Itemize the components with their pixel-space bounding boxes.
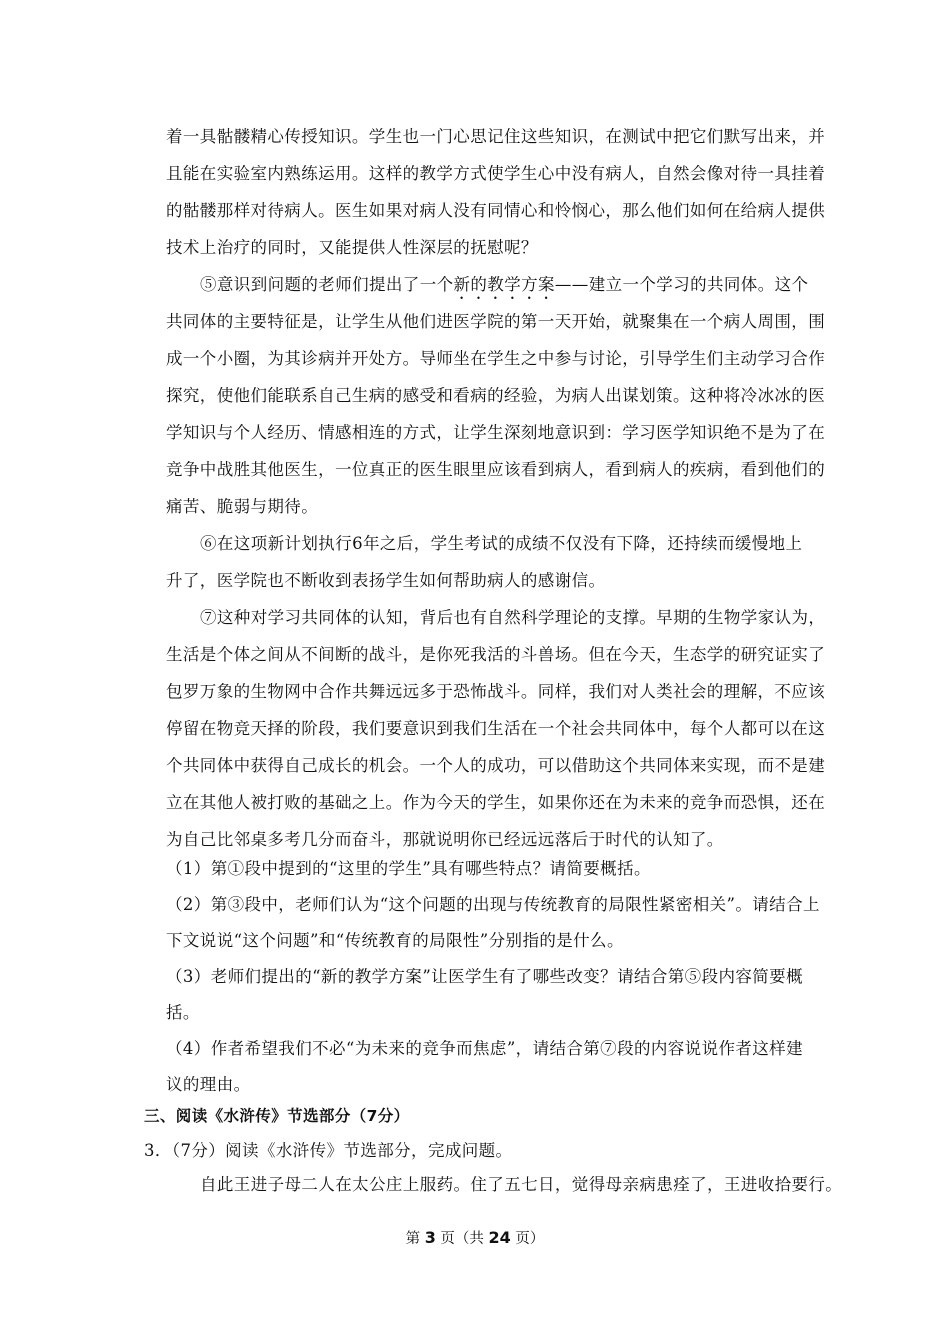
paragraph-7-line: ⑦这种对学习共同体的认知，背后也有自然科学理论的支撑。早期的生物学家认为， [200, 608, 826, 627]
paragraph-7-line: 停留在物竞天择的阶段，我们要意识到我们生活在一个社会共同体中，每个人都可以在这 [166, 719, 826, 738]
paragraph-4-line: 且能在实验室内熟练运用。这样的教学方式使学生心中没有病人，自然会像对待一具挂着 [166, 164, 826, 183]
question-3-cont: 括。 [166, 1003, 200, 1022]
question-2-cont: 下文说说“这个问题”和“传统教育的局限性”分别指的是什么。 [166, 931, 624, 950]
paragraph-6-line: 升了，医学院也不断收到表扬学生如何帮助病人的感谢信。 [166, 571, 606, 590]
footer-text: 第 [405, 1231, 425, 1247]
paragraph-5-text: ——建立一个学习的共同体。这个 [554, 275, 809, 294]
section-heading: 三、阅读《水浒传》节选部分（7分） [144, 1107, 410, 1125]
paragraph-5-line: 痛苦、脆弱与期待。 [166, 497, 319, 516]
paragraph-4-line: 的骷髅那样对待病人。医生如果对病人没有同情心和怜悯心，那么他们如何在给病人提供 [166, 201, 826, 220]
paragraph-5-line: 学知识与个人经历、情感相连的方式，让学生深刻地意识到：学习医学知识绝不是为了在 [166, 423, 826, 442]
question-4-cont: 议的理由。 [166, 1075, 251, 1094]
paragraph-5-first-line [200, 274, 808, 303]
paragraph-7-line: 生活是个体之间从不间断的战斗，是你死我活的斗兽场。但在今天，生态学的研究证实了 [166, 645, 826, 664]
page-footer [0, 1228, 950, 1249]
paragraph-7-line: 立在其他人被打败的基础之上。作为今天的学生，如果你还在为未来的竞争而恐惧，还在 [166, 793, 826, 812]
footer-text: 页（共 [435, 1231, 489, 1247]
paragraph-7-line: 个共同体中获得自己成长的机会。一个人的成功，可以借助这个共同体来实现，而不是建 [166, 756, 826, 775]
paragraph-7-line: 包罗万象的生物网中合作共舞远远多于恐怖战斗。同样，我们对人类社会的理解，不应该 [166, 682, 826, 701]
paragraph-5-line: 共同体的主要特征是，让学生从他们进医学院的第一天开始，就聚集在一个病人周围，围 [166, 312, 826, 331]
paragraph-7-line: 为自己比邻桌多考几分而奋斗，那就说明你已经远远落后于时代的认知了。 [166, 830, 724, 849]
emphasized-phrase: 新的教学方案 [453, 275, 555, 294]
paragraph-5-line: 成一个小圈，为其诊病并开处方。导师坐在学生之中参与讨论，引导学生们主动学习合作 [166, 349, 826, 368]
passage-line: 自此王进子母二人在太公庄上服药。住了五七日，觉得母亲病患痊了，王进收拾要行。 [200, 1175, 843, 1194]
paragraph-5-line: 探究，使他们能联系自己生病的感受和看病的经验，为病人出谋划策。这种将冷冰冰的医 [166, 386, 826, 405]
paragraph-6-line: ⑥在这项新计划执行6年之后，学生考试的成绩不仅没有下降，还持续而缓慢地上 [200, 534, 803, 553]
question-2: （2）第③段中，老师们认为“这个问题的出现与传统教育的局限性紧密相关”。请结合上 [166, 895, 820, 914]
total-pages: 24 [488, 1228, 511, 1247]
paragraph-5-text: ⑤意识到问题的老师们提出了一个 [200, 275, 454, 294]
question-item: 3．（7分）阅读《水浒传》节选部分，完成问题。 [144, 1141, 513, 1160]
paragraph-5-line: 竞争中战胜其他医生，一位真正的医生眼里应该看到病人，看到病人的疾病，看到他们的 [166, 460, 826, 479]
paragraph-4-line: 着一具骷髅精心传授知识。学生也一门心思记住这些知识，在测试中把它们默写出来，并 [166, 127, 826, 146]
question-3: （3）老师们提出的“新的教学方案”让医学生有了哪些改变？请结合第⑤段内容简要概 [166, 967, 803, 986]
question-1: （1）第①段中提到的“这里的学生”具有哪些特点？请简要概括。 [166, 859, 651, 878]
paragraph-4-line: 技术上治疗的同时，又能提供人性深层的抚慰呢？ [166, 238, 538, 257]
page-number: 3 [424, 1228, 436, 1247]
question-4: （4）作者希望我们不必“为未来的竞争而焦虑”，请结合第⑦段的内容说说作者这样建 [166, 1039, 803, 1058]
footer-text: 页） [510, 1231, 545, 1247]
